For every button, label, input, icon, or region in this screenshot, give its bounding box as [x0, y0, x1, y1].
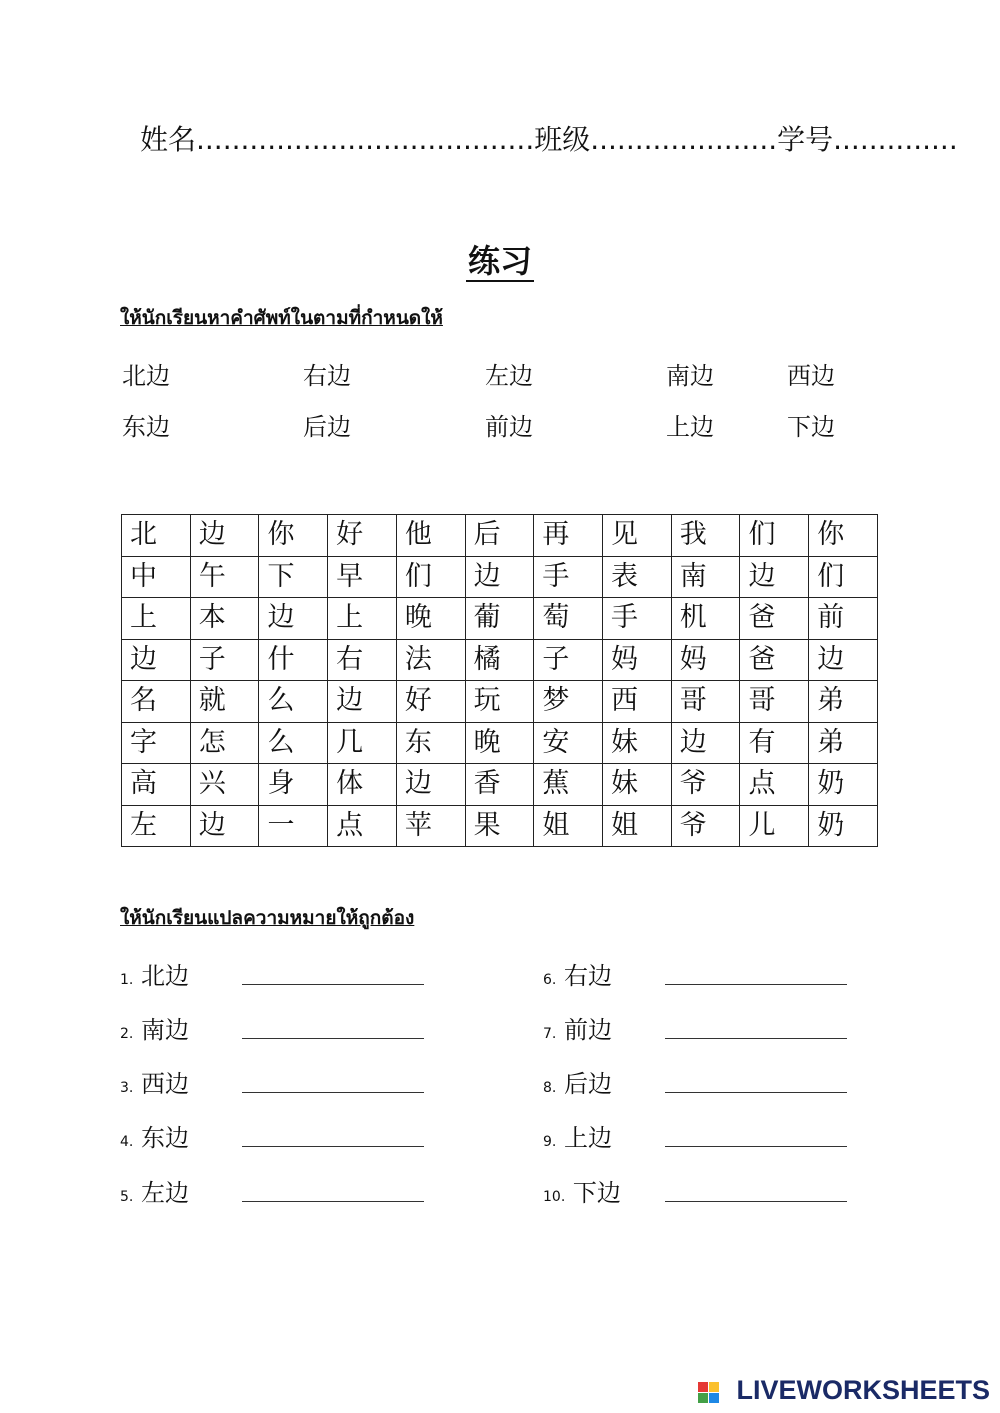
section1-instruction: ให้นักเรียนหาคำศัพท์ในตามที่กำหนดให้	[120, 307, 443, 329]
grid-cell[interactable]: 么	[259, 722, 328, 764]
grid-cell[interactable]: 们	[396, 556, 465, 598]
grid-cell[interactable]: 子	[534, 639, 603, 681]
grid-cell[interactable]: 他	[396, 515, 465, 557]
grid-cell[interactable]: 下	[259, 556, 328, 598]
grid-cell[interactable]: 怎	[190, 722, 259, 764]
grid-cell[interactable]: 什	[259, 639, 328, 681]
grid-cell[interactable]: 妹	[603, 764, 672, 806]
answer-blank-6[interactable]	[665, 984, 847, 985]
grid-cell[interactable]: 苹	[396, 805, 465, 847]
word-item: 东边	[122, 413, 170, 441]
grid-cell[interactable]: 南	[671, 556, 740, 598]
grid-cell[interactable]: 爷	[671, 764, 740, 806]
grid-cell[interactable]: 爸	[740, 639, 809, 681]
grid-cell[interactable]: 边	[328, 681, 397, 723]
grid-cell[interactable]: 哥	[740, 681, 809, 723]
grid-cell[interactable]: 边	[809, 639, 878, 681]
grid-cell[interactable]: 手	[603, 598, 672, 640]
answer-blank-7[interactable]	[665, 1038, 847, 1039]
grid-cell[interactable]: 么	[259, 681, 328, 723]
grid-cell[interactable]: 妈	[603, 639, 672, 681]
question-item: 10. 下边	[543, 1179, 621, 1207]
question-item: 4. 东边	[120, 1124, 189, 1152]
grid-cell[interactable]: 爸	[740, 598, 809, 640]
grid-cell[interactable]: 左	[122, 805, 191, 847]
grid-cell[interactable]: 妈	[671, 639, 740, 681]
question-item: 1. 北边	[120, 962, 189, 990]
grid-cell[interactable]: 安	[534, 722, 603, 764]
question-item: 2. 南边	[120, 1016, 189, 1044]
grid-cell[interactable]: 奶	[809, 764, 878, 806]
answer-blank-9[interactable]	[665, 1146, 847, 1147]
grid-cell[interactable]: 前	[809, 598, 878, 640]
grid-cell[interactable]: 就	[190, 681, 259, 723]
grid-cell[interactable]: 子	[190, 639, 259, 681]
grid-cell[interactable]: 中	[122, 556, 191, 598]
grid-cell[interactable]: 再	[534, 515, 603, 557]
answer-blank-1[interactable]	[242, 984, 424, 985]
grid-cell[interactable]: 儿	[740, 805, 809, 847]
grid-cell[interactable]: 们	[740, 515, 809, 557]
grid-cell[interactable]: 兴	[190, 764, 259, 806]
grid-cell[interactable]: 奶	[809, 805, 878, 847]
grid-cell[interactable]: 法	[396, 639, 465, 681]
grid-cell[interactable]: 西	[603, 681, 672, 723]
grid-cell[interactable]: 蕉	[534, 764, 603, 806]
grid-row	[122, 805, 878, 847]
grid-cell[interactable]: 边	[740, 556, 809, 598]
grid-cell[interactable]: 身	[259, 764, 328, 806]
grid-cell[interactable]: 哥	[671, 681, 740, 723]
grid-cell[interactable]: 香	[465, 764, 534, 806]
grid-row	[122, 639, 878, 681]
grid-cell[interactable]: 橘	[465, 639, 534, 681]
grid-cell[interactable]: 好	[328, 515, 397, 557]
word-item: 上边	[666, 413, 714, 441]
answer-blank-8[interactable]	[665, 1092, 847, 1093]
grid-cell[interactable]: 表	[603, 556, 672, 598]
grid-cell[interactable]: 们	[809, 556, 878, 598]
grid-cell[interactable]: 姐	[534, 805, 603, 847]
word-item: 右边	[303, 362, 351, 390]
word-search-grid	[121, 514, 878, 847]
grid-cell[interactable]: 玩	[465, 681, 534, 723]
grid-cell[interactable]: 爷	[671, 805, 740, 847]
section2-instruction: ให้นักเรียนแปลความหมายให้ถูกต้อง	[120, 907, 415, 929]
word-item: 前边	[485, 413, 533, 441]
grid-row	[122, 556, 878, 598]
grid-cell[interactable]: 边	[671, 722, 740, 764]
grid-cell[interactable]: 弟	[809, 681, 878, 723]
word-item: 下边	[787, 413, 835, 441]
grid-cell[interactable]: 好	[396, 681, 465, 723]
grid-cell[interactable]: 高	[122, 764, 191, 806]
word-item: 南边	[666, 362, 714, 390]
grid-cell[interactable]: 右	[328, 639, 397, 681]
grid-row	[122, 764, 878, 806]
brand-name: LIVEWORKSHEETS	[736, 1375, 990, 1405]
grid-row	[122, 515, 878, 557]
grid-row	[122, 681, 878, 723]
answer-blank-5[interactable]	[242, 1201, 424, 1202]
question-item: 5. 左边	[120, 1179, 189, 1207]
answer-blank-10[interactable]	[665, 1201, 847, 1202]
grid-cell[interactable]: 边	[259, 598, 328, 640]
answer-blank-3[interactable]	[242, 1092, 424, 1093]
grid-cell[interactable]: 梦	[534, 681, 603, 723]
grid-cell[interactable]: 葡	[465, 598, 534, 640]
grid-cell[interactable]: 果	[465, 805, 534, 847]
grid-cell[interactable]: 边	[465, 556, 534, 598]
grid-cell[interactable]: 上	[122, 598, 191, 640]
grid-cell[interactable]: 早	[328, 556, 397, 598]
grid-cell[interactable]: 见	[603, 515, 672, 557]
grid-cell[interactable]: 你	[259, 515, 328, 557]
answer-blank-2[interactable]	[242, 1038, 424, 1039]
grid-cell[interactable]: 姐	[603, 805, 672, 847]
grid-cell[interactable]: 点	[740, 764, 809, 806]
question-item: 3. 西边	[120, 1070, 189, 1098]
grid-cell[interactable]: 我	[671, 515, 740, 557]
word-item: 后边	[303, 413, 351, 441]
answer-blank-4[interactable]	[242, 1146, 424, 1147]
grid-cell[interactable]: 名	[122, 681, 191, 723]
question-item: 9. 上边	[543, 1124, 612, 1152]
question-item: 8. 后边	[543, 1070, 612, 1098]
grid-cell[interactable]: 你	[809, 515, 878, 557]
grid-cell[interactable]: 点	[328, 805, 397, 847]
grid-cell[interactable]: 东	[396, 722, 465, 764]
grid-cell[interactable]: 萄	[534, 598, 603, 640]
grid-row	[122, 722, 878, 764]
grid-cell[interactable]: 午	[190, 556, 259, 598]
page-title: 练习	[467, 242, 532, 280]
grid-cell[interactable]: 弟	[809, 722, 878, 764]
grid-cell[interactable]: 边	[190, 805, 259, 847]
grid-cell[interactable]: 一	[259, 805, 328, 847]
grid-cell[interactable]: 晚	[396, 598, 465, 640]
question-item: 6. 右边	[543, 962, 612, 990]
grid-cell[interactable]: 几	[328, 722, 397, 764]
grid-cell[interactable]: 机	[671, 598, 740, 640]
grid-cell[interactable]: 边	[396, 764, 465, 806]
grid-cell[interactable]: 后	[465, 515, 534, 557]
grid-cell[interactable]: 边	[190, 515, 259, 557]
word-item: 左边	[485, 362, 533, 390]
student-info-line: 姓名......................................班级.....................学号..............	[140, 123, 958, 156]
grid-cell[interactable]: 字	[122, 722, 191, 764]
grid-cell[interactable]: 有	[740, 722, 809, 764]
liveworksheets-logo-icon	[698, 1382, 720, 1404]
word-item: 西边	[787, 362, 835, 390]
grid-cell[interactable]: 本	[190, 598, 259, 640]
grid-cell[interactable]: 边	[122, 639, 191, 681]
word-item: 北边	[122, 362, 170, 390]
question-item: 7. 前边	[543, 1016, 612, 1044]
grid-cell[interactable]: 北	[122, 515, 191, 557]
grid-cell[interactable]: 晚	[465, 722, 534, 764]
grid-cell[interactable]: 体	[328, 764, 397, 806]
grid-row	[122, 598, 878, 640]
grid-cell[interactable]: 妹	[603, 722, 672, 764]
grid-cell[interactable]: 上	[328, 598, 397, 640]
grid-cell[interactable]: 手	[534, 556, 603, 598]
